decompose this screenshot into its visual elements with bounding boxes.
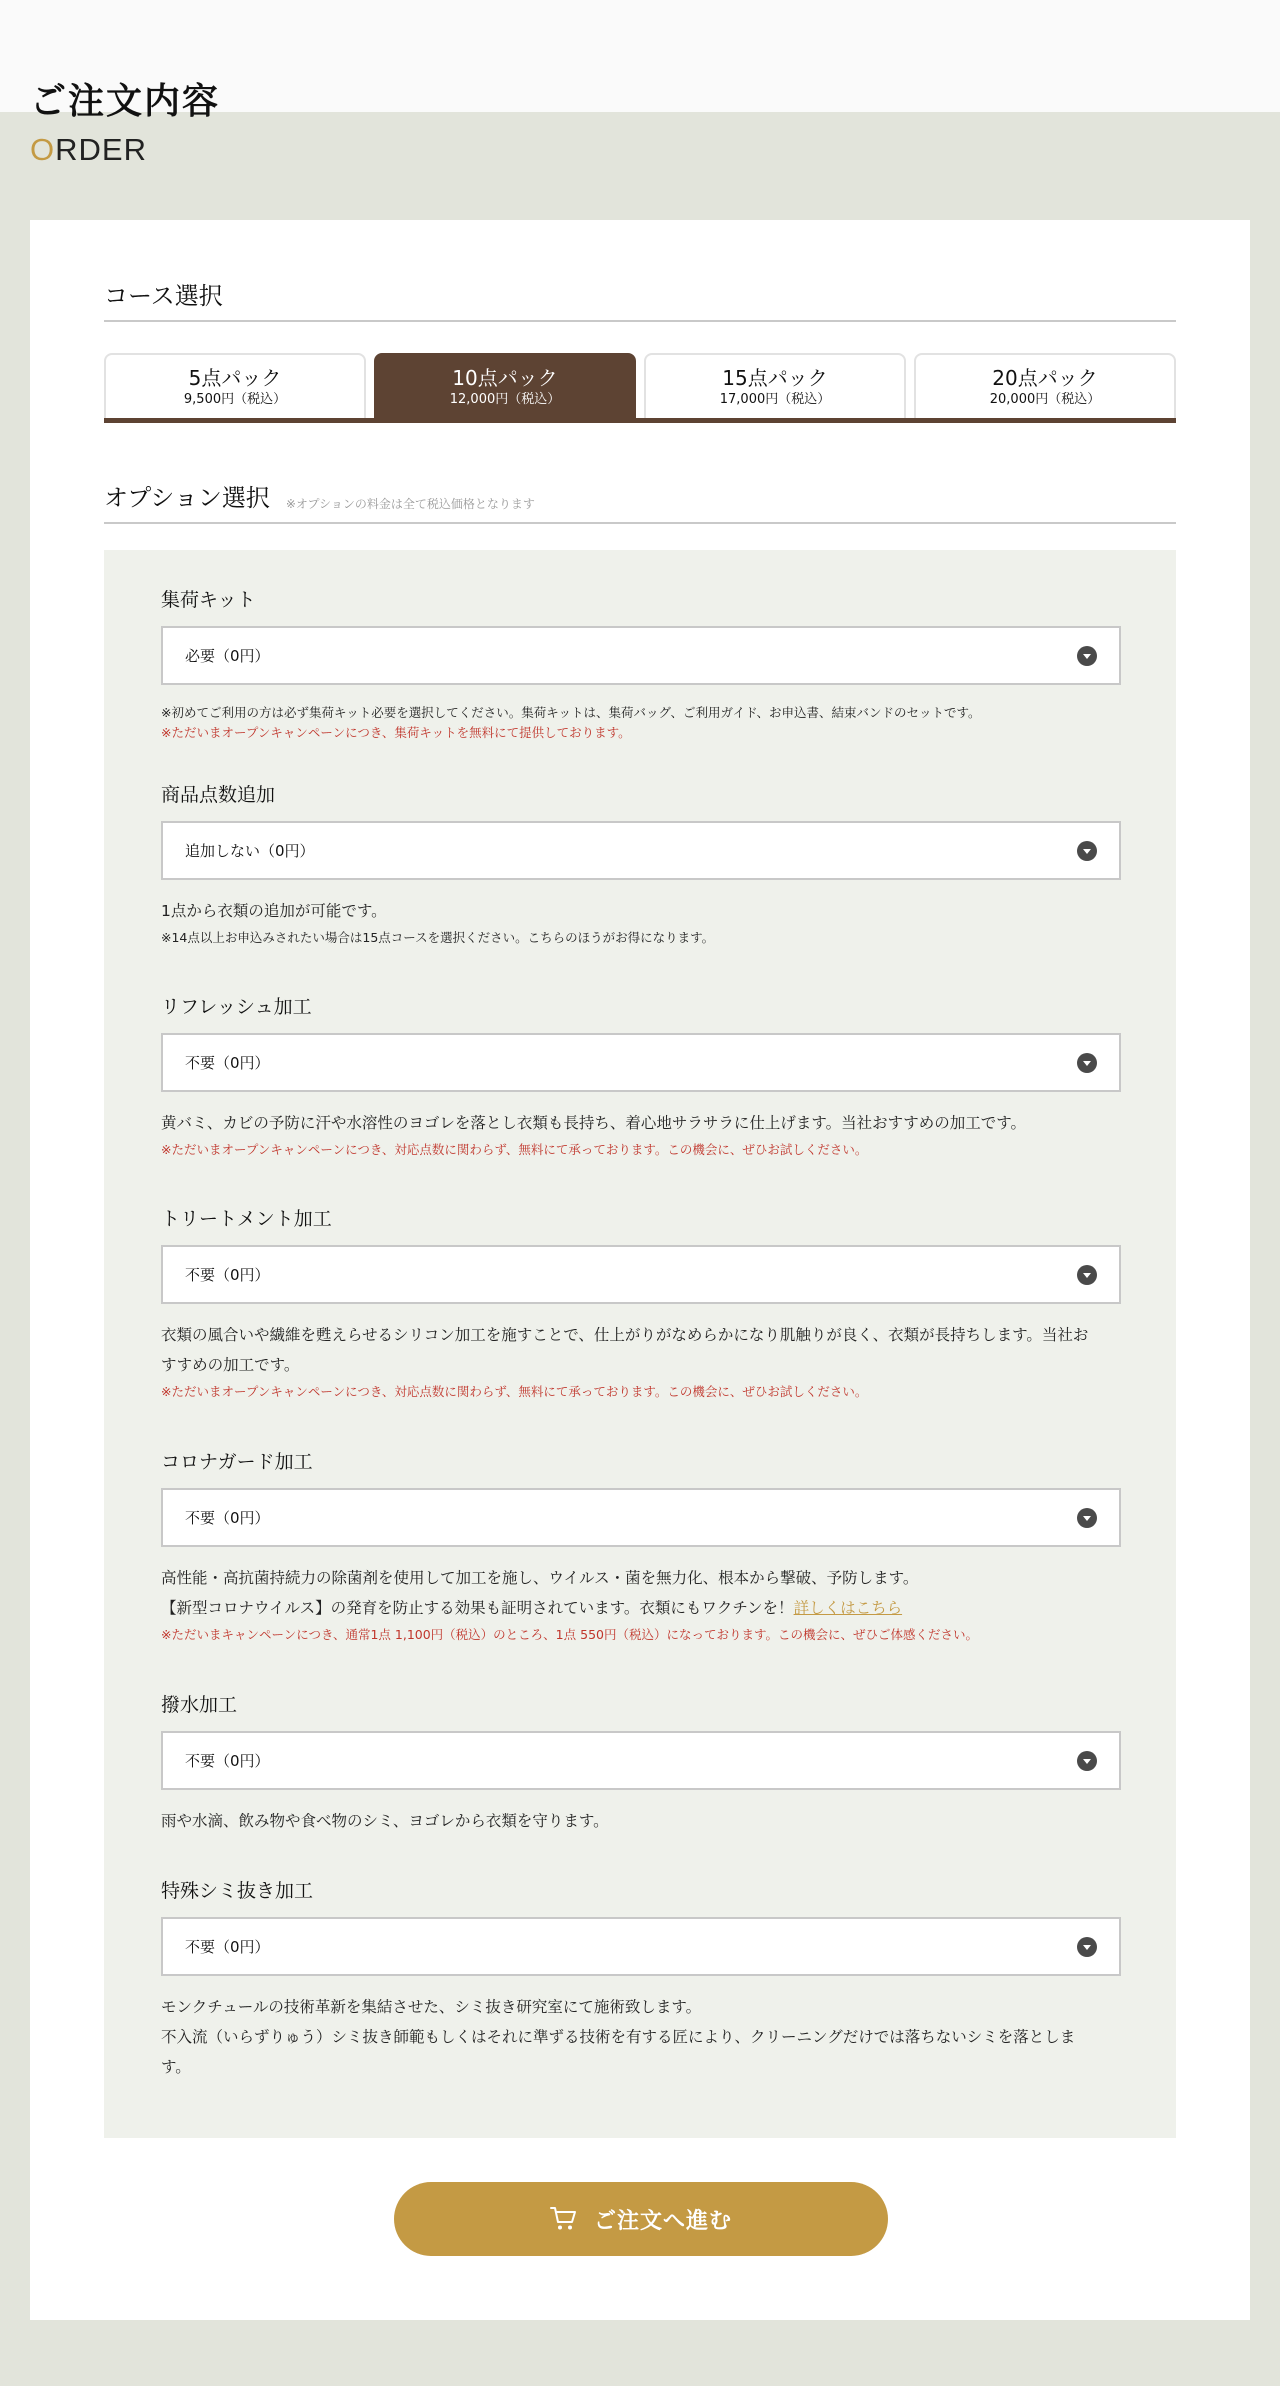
tab-5-pack[interactable] [104, 353, 366, 418]
option-campaign-note: ※ただいまオープンキャンペーンにつき、対応点数に関わらず、無料にて承っております。この機会に、ぜひお試しください。 [161, 1384, 868, 1399]
select-value: 不要（0円） [185, 1938, 270, 1956]
chevron-down-icon [1077, 1265, 1097, 1285]
option-refresh [161, 993, 1121, 1160]
tab-name: 10点パック [452, 365, 558, 390]
option-description: 雨や水滴、飲み物や食べ物のシミ、ヨゴレから衣類を守ります。 [161, 1812, 609, 1830]
tab-name: 5点パック [188, 365, 282, 390]
page-subtitle [30, 130, 220, 170]
option-pickup-kit [161, 586, 1121, 743]
proceed-to-order-button[interactable] [394, 2182, 888, 2256]
options-heading-text: オプション選択 [104, 484, 270, 512]
options-panel [104, 550, 1176, 2138]
option-description-line: モンクチュールの技術革新を集結させた、シミ抜き研究室にて施術致します。 [161, 1998, 702, 2016]
order-button-label: ご注文へ進む [593, 2208, 732, 2234]
option-campaign-note: ※ただいまオープンキャンペーンにつき、集荷キットを無料にて提供しております。 [161, 725, 631, 740]
options-heading-note: ※オプションの料金は全て税込価格となります [285, 497, 535, 511]
option-treatment [161, 1205, 1121, 1402]
select-value: 不要（0円） [185, 1054, 270, 1072]
tab-name: 15点パック [722, 365, 828, 390]
select-value: 必要（0円） [185, 647, 270, 665]
tab-price: 20,000円（税込） [989, 391, 1101, 407]
option-label: コロナガード加工 [161, 1451, 313, 1473]
option-corona-guard [161, 1448, 1121, 1645]
select-value: 不要（0円） [185, 1509, 270, 1527]
option-description-line: 不入流（いらずりゅう）シミ抜き師範もしくはそれに準ずる技術を有する匠により、クリーニングだけでは落ちないシミを落としま [161, 2028, 1076, 2046]
option-water-repellent [161, 1691, 1121, 1836]
tab-10-pack[interactable] [374, 353, 636, 418]
chevron-down-icon [1077, 646, 1097, 666]
refresh-select[interactable] [161, 1033, 1121, 1092]
select-value: 不要（0円） [185, 1752, 270, 1770]
option-description: 黄バミ、カビの予防に汗や水溶性のヨゴレを落とし衣類も長持ち、着心地サラサラに仕上げます。当社おすすめの加工です。 [161, 1114, 1027, 1132]
add-items-select[interactable] [161, 821, 1121, 880]
chevron-down-icon [1077, 1937, 1097, 1957]
options-heading [104, 478, 1176, 524]
option-label: トリートメント加工 [161, 1208, 332, 1230]
cart-icon [550, 2206, 578, 2232]
chevron-down-icon [1077, 1053, 1097, 1073]
stain-removal-select[interactable] [161, 1917, 1121, 1976]
option-stain-removal [161, 1877, 1121, 2082]
page-subtitle-accent: O [30, 132, 56, 167]
option-label: 集荷キット [161, 589, 256, 611]
course-heading-text: コース選択 [104, 282, 223, 310]
option-note: ※14点以上お申込みされたい場合は15点コースを選択ください。こちらのほうがお得になります。 [161, 930, 715, 945]
option-note: ※初めてご利用の方は必ず集荷キット必要を選択してください。集荷キットは、集荷バッグ、ご利用ガイド、お申込書、結束バンドのセットです。 [161, 705, 981, 720]
details-link[interactable]: 詳しくはこちら [793, 1599, 903, 1617]
tab-price: 9,500円（税込） [183, 391, 287, 407]
chevron-down-icon [1077, 1508, 1097, 1528]
option-label: 特殊シミ抜き加工 [161, 1880, 314, 1902]
option-label: リフレッシュ加工 [161, 996, 312, 1018]
tab-name: 20点パック [992, 365, 1098, 390]
select-value: 追加しない（0円） [185, 842, 315, 860]
option-description-text: 【新型コロナウイルス】の発育を防止する効果も証明されています。衣類にもワクチンを！ [161, 1599, 794, 1617]
pickup-kit-select[interactable] [161, 626, 1121, 685]
tab-15-pack[interactable] [644, 353, 906, 418]
treatment-select[interactable] [161, 1245, 1121, 1304]
option-campaign-note: ※ただいまキャンペーンにつき、通常1点 1,100円（税込）のところ、1点 550円（税込）になっております。この機会に、ぜひご体感ください。 [161, 1627, 978, 1642]
course-heading [104, 276, 1176, 322]
option-label: 撥水加工 [161, 1694, 238, 1716]
course-tabs [104, 353, 1176, 423]
option-description-line [161, 1593, 1121, 1623]
page-subtitle-rest: RDER [55, 132, 147, 167]
option-label: 商品点数追加 [161, 784, 276, 806]
water-repellent-select[interactable] [161, 1731, 1121, 1790]
tab-20-pack[interactable] [914, 353, 1176, 418]
chevron-down-icon [1077, 1751, 1097, 1771]
option-description-line: すすめの加工です。 [161, 1356, 300, 1374]
corona-guard-select[interactable] [161, 1488, 1121, 1547]
chevron-down-icon [1077, 841, 1097, 861]
option-add-items [161, 781, 1121, 948]
select-value: 不要（0円） [185, 1266, 270, 1284]
tab-price: 12,000円（税込） [449, 391, 561, 407]
option-description-line: す。 [161, 2058, 191, 2076]
tab-price: 17,000円（税込） [719, 391, 831, 407]
option-description: 1点から衣類の追加が可能です。 [161, 902, 387, 920]
order-card [30, 220, 1250, 2320]
option-description-line: 高性能・高抗菌持続力の除菌剤を使用して加工を施し、ウイルス・菌を無力化、根本から撃破、予防します。 [161, 1569, 919, 1587]
option-description-line: 衣類の風合いや繊維を甦えらせるシリコン加工を施すことで、仕上がりがなめらかになり肌触りが良く、衣類が長持ちします。当社お [161, 1326, 1089, 1344]
option-campaign-note: ※ただいまオープンキャンペーンにつき、対応点数に関わらず、無料にて承っております。この機会に、ぜひお試しください。 [161, 1142, 868, 1157]
page-title: ご注文内容 [30, 81, 221, 122]
page-header [30, 74, 220, 170]
